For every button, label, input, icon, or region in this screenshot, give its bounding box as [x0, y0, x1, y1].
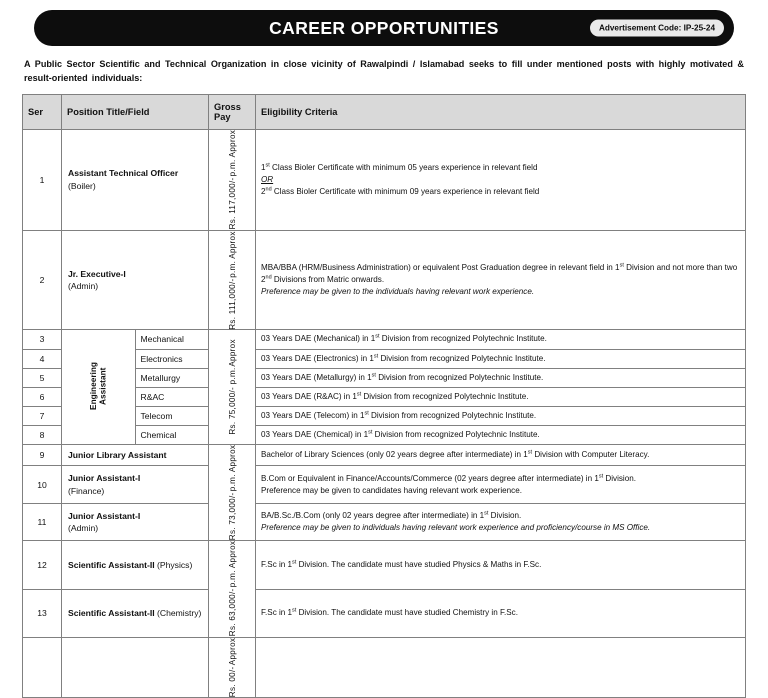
- sup: st: [371, 371, 376, 378]
- cell-eligibility: [256, 503, 746, 541]
- pay-line2: p.m. Approx: [227, 130, 237, 177]
- table-row-partial: [23, 637, 746, 697]
- table-row: [23, 466, 746, 504]
- pay-line1: Rs. 117,000/-: [227, 177, 237, 230]
- cell-eligibility: [256, 349, 746, 368]
- position-subtitle: (Boiler): [68, 180, 96, 191]
- txt: Division from recognized Polytechnic Institute.: [379, 334, 547, 344]
- gross-pay-line1: Gross: [214, 102, 241, 113]
- cell-eligibility: [256, 368, 746, 387]
- cell-gross-pay: [209, 130, 256, 230]
- sup: st: [356, 391, 362, 398]
- cell-eligibility: [256, 541, 746, 589]
- position-title: Scientific Assistant-II: [68, 559, 155, 570]
- txt: 03 Years DAE (Chemical) in 1: [261, 430, 369, 440]
- cell-ser: 12: [23, 541, 62, 589]
- pay-line2: p.m. Approx: [227, 541, 237, 588]
- eligibility-line: [261, 510, 740, 522]
- position-suffix: (Chemistry): [157, 608, 202, 619]
- group-line2: Assistant: [97, 367, 108, 405]
- eligibility-line: [261, 473, 740, 485]
- advertisement-page: [0, 10, 768, 697]
- sup: st: [619, 262, 624, 269]
- sup: st: [292, 559, 297, 566]
- cell-eligibility: [256, 466, 746, 504]
- position-subtitle: (Admin): [68, 280, 99, 291]
- cell-gross-pay: [209, 445, 256, 541]
- cell-gross-pay: [209, 330, 256, 445]
- group-label-text: [89, 362, 108, 410]
- cell-position: [62, 445, 209, 466]
- eligibility-line: [261, 186, 740, 198]
- column-header-ser: Ser: [23, 95, 62, 130]
- intro-paragraph: A Public Sector Scientific and Technical Organization in close vicinity of Rawalpindi / Islamabad seeks to fill under mentioned posts with highly motivated & result-oriented individuals:: [24, 59, 744, 84]
- eligibility-preference: Preference may be given to individuals having relevant work experience and proficiency/course in MS Office.: [261, 523, 651, 533]
- txt: Divisions from Matric onwards.: [271, 274, 385, 284]
- cell-gross-pay: [209, 541, 256, 637]
- cell-position: [62, 541, 209, 589]
- table-row: [23, 130, 746, 230]
- cell-eligibility: [256, 387, 746, 406]
- advertisement-code-badge: Advertisement Code: IP-25-24: [590, 20, 724, 37]
- cell-ser: 10: [23, 466, 62, 504]
- cell-ser: 11: [23, 503, 62, 541]
- pay-line2: p.m. Approx: [227, 230, 237, 278]
- txt: BA/B.Sc./B.Com (only 02 years degree after intermediate) in 1: [261, 511, 485, 521]
- position-subtitle: (Finance): [68, 485, 105, 496]
- pay-line1: Rs. 75,000/- p.m.: [227, 367, 237, 436]
- column-header-eligibility: Eligibility Criteria: [256, 95, 746, 130]
- txt: F.Sc in 1: [261, 559, 293, 569]
- cell-ser: 7: [23, 406, 62, 425]
- table-row: [23, 330, 746, 349]
- group-line1: Engineering: [87, 362, 98, 411]
- txt: Division.: [603, 473, 636, 483]
- sup: st: [527, 449, 533, 456]
- cell-ser: [23, 637, 62, 697]
- eligibility-preference: Preference may be given to the individuals having relevant work experience.: [261, 287, 535, 297]
- txt: 03 Years DAE (Mechanical) in 1: [261, 334, 376, 344]
- txt: Class Bioler Certificate with minimum 05 years experience in relevant field: [269, 162, 538, 172]
- cell-field: Electronics: [135, 349, 209, 368]
- sup: st: [364, 410, 369, 417]
- cell-eligibility: [256, 406, 746, 425]
- cell-field: Telecom: [135, 406, 209, 425]
- cell-eligibility: [256, 637, 746, 697]
- sup: st: [375, 333, 380, 340]
- txt: Class Bioler Certificate with minimum 09 years experience in relevant field: [271, 186, 540, 196]
- sup: st: [598, 472, 604, 479]
- eligibility-preference: Preference may be given to candidates having relevant work experience.: [261, 485, 522, 495]
- sup: st: [292, 607, 297, 614]
- txt: 03 Years DAE (Electronics) in 1: [261, 353, 374, 363]
- cell-ser: 13: [23, 589, 62, 637]
- table-row: [23, 589, 746, 637]
- txt: Division from recognized Polytechnic Institute.: [375, 372, 544, 382]
- table-row: [23, 541, 746, 589]
- cell-eligibility: [256, 330, 746, 349]
- sup: st: [484, 510, 489, 517]
- txt: Division.: [488, 511, 522, 521]
- eligibility-line: [261, 262, 740, 286]
- table-row: [23, 503, 746, 541]
- txt: F.Sc in 1: [261, 608, 293, 617]
- gross-pay-line2: Pay: [214, 112, 231, 123]
- pay-line1: Rs. 63,000/-: [227, 588, 237, 637]
- txt: Bachelor of Library Sciences (only 02 years degree after intermediate) in 1: [261, 450, 528, 460]
- cell-eligibility: [256, 445, 746, 466]
- eligibility-or: OR: [261, 174, 274, 184]
- sup: st: [373, 352, 379, 359]
- txt: 2: [261, 186, 266, 196]
- column-header-position: Position Title/Field: [62, 95, 209, 130]
- cell-eligibility: [256, 426, 746, 445]
- cell-position: [62, 466, 209, 504]
- pay-line2: Approx: [227, 637, 237, 666]
- position-title: Junior Assistant-I: [68, 510, 141, 521]
- position-title: Junior Library Assistant: [68, 450, 167, 461]
- position-suffix: (Physics): [157, 559, 193, 570]
- table-body: [23, 130, 746, 698]
- cell-field: Mechanical: [135, 330, 209, 349]
- cell-group-engineering-assistant: [62, 330, 136, 445]
- txt: Division from recognized Polytechnic Institute.: [368, 410, 537, 420]
- position-title: Scientific Assistant-II: [68, 608, 155, 619]
- sup: st: [368, 429, 373, 436]
- pay-line1: Rs. 00/-: [227, 666, 237, 697]
- position-title: Assistant Technical Officer: [68, 168, 179, 179]
- cell-position: [62, 230, 209, 330]
- txt: 03 Years DAE (Metallurgy) in 1: [261, 372, 372, 382]
- txt: Division from recognized Polytechnic Institute.: [372, 430, 540, 440]
- cell-position: [62, 503, 209, 541]
- table-row: [23, 445, 746, 466]
- table-header-row: [23, 95, 746, 130]
- cell-position: [62, 130, 209, 230]
- txt: Division. The candidate must have studied Physics & Maths in F.Sc.: [296, 559, 542, 569]
- cell-ser: 6: [23, 387, 62, 406]
- txt: MBA/BBA (HRM/Business Administration) or equivalent Post Graduation degree in relevant field in 1: [261, 262, 620, 272]
- txt: Division with Computer Literacy.: [532, 450, 650, 460]
- txt: Division. The candidate must have studied Chemistry in F.Sc.: [296, 608, 518, 617]
- eligibility-line: [261, 162, 740, 174]
- txt: 03 Years DAE (R&AC) in 1: [261, 391, 357, 401]
- txt: 03 Years DAE (Telecom) in 1: [261, 410, 365, 420]
- cell-gross-pay: [209, 637, 256, 697]
- cell-ser: 1: [23, 130, 62, 230]
- txt: Division from recognized Polytechnic Institute.: [361, 391, 529, 401]
- positions-table: [22, 94, 746, 698]
- txt: Division and not more than two 2: [261, 262, 738, 284]
- txt: Division from recognized Polytechnic Institute.: [378, 353, 546, 363]
- cell-ser: 8: [23, 426, 62, 445]
- cell-ser: 4: [23, 349, 62, 368]
- sup: nd: [265, 274, 272, 281]
- position-title: Jr. Executive-I: [68, 268, 126, 279]
- cell-eligibility: [256, 230, 746, 330]
- header-banner: [34, 10, 734, 46]
- cell-eligibility: [256, 589, 746, 637]
- cell-position: [62, 637, 209, 697]
- sup: st: [265, 161, 270, 168]
- cell-field: Metallurgy: [135, 368, 209, 387]
- pay-line1: Rs. 73,000/-: [227, 492, 237, 541]
- cell-field: R&AC: [135, 387, 209, 406]
- cell-field: Chemical: [135, 426, 209, 445]
- position-title: Junior Assistant-I: [68, 473, 141, 484]
- txt: 1: [261, 162, 266, 172]
- cell-gross-pay: [209, 230, 256, 330]
- cell-ser: 3: [23, 330, 62, 349]
- table-row: [23, 230, 746, 330]
- pay-line2: Approx: [227, 339, 237, 367]
- cell-position: [62, 589, 209, 637]
- txt: B.Com or Equivalent in Finance/Accounts/Commerce (02 years degree after intermediate) in 1: [261, 473, 599, 483]
- pay-line2: p.m. Approx: [227, 445, 237, 492]
- cell-ser: 9: [23, 445, 62, 466]
- cell-ser: 2: [23, 230, 62, 330]
- cell-eligibility: [256, 130, 746, 230]
- page-title: CAREER OPPORTUNITIES: [269, 17, 499, 38]
- sup: nd: [265, 186, 272, 193]
- column-header-gross-pay: [209, 95, 256, 130]
- cell-ser: 5: [23, 368, 62, 387]
- position-subtitle: (Admin): [68, 523, 99, 534]
- table-header: [23, 95, 746, 130]
- pay-line1: Rs. 111,000/-: [227, 278, 237, 330]
